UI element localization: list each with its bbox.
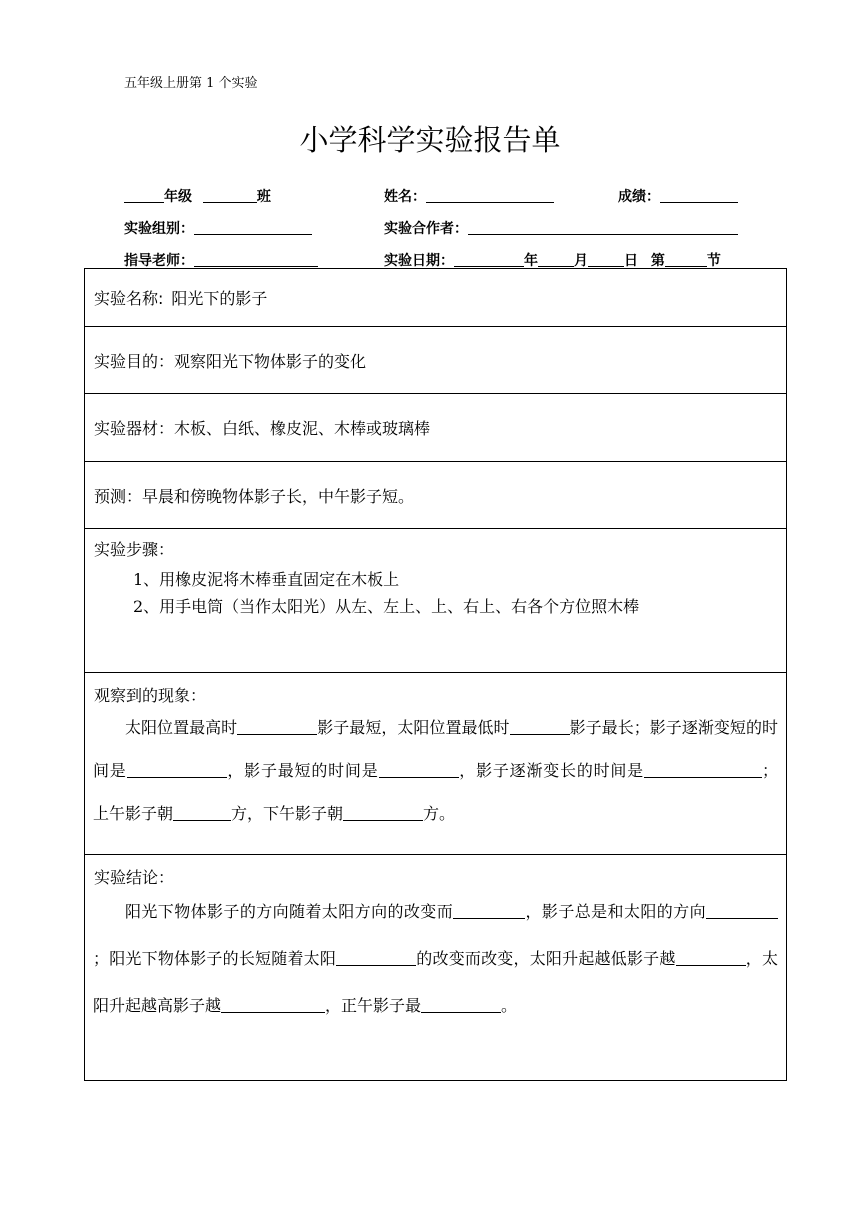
year-blank[interactable] bbox=[454, 252, 524, 267]
grade-class-line bbox=[124, 186, 271, 206]
report-table bbox=[84, 268, 787, 1081]
experiment-name-value: 阳光下的影子 bbox=[171, 289, 268, 308]
answer-blank[interactable] bbox=[237, 720, 317, 735]
row-materials bbox=[85, 394, 786, 462]
grade-label: 年级 bbox=[164, 189, 192, 205]
answer-blank[interactable] bbox=[127, 763, 227, 778]
observation-label: 观察到的现象： bbox=[94, 686, 207, 705]
answer-blank[interactable] bbox=[421, 998, 501, 1013]
answer-blank[interactable] bbox=[343, 806, 423, 821]
day-label: 日 bbox=[624, 253, 638, 269]
row-purpose bbox=[85, 327, 786, 394]
steps-label: 实验步骤： bbox=[94, 540, 175, 559]
grade-blank[interactable] bbox=[124, 188, 164, 203]
row-observation bbox=[85, 673, 786, 855]
class-blank[interactable] bbox=[203, 188, 257, 203]
prediction-value: 早晨和傍晚物体影子长，中午影子短。 bbox=[142, 486, 415, 506]
experiment-name-label: 实验名称: bbox=[94, 289, 164, 308]
step-item: 2、用手电筒（当作太阳光）从左、左上、上、右上、右各个方位照木棒 bbox=[133, 597, 640, 616]
conclusion-label: 实验结论： bbox=[94, 868, 175, 887]
purpose-value: 观察阳光下物体影子的变化 bbox=[174, 351, 367, 371]
materials-value: 木板、白纸、橡皮泥、木棒或玻璃棒 bbox=[174, 419, 431, 438]
name-line bbox=[384, 186, 554, 206]
answer-blank[interactable] bbox=[336, 951, 416, 966]
class-label: 班 bbox=[256, 189, 271, 205]
conclusion-text: 阳光下物体影子的方向随着太阳方向的改变而 ，影子总是和太阳的方向；阳光下物体影子的长短随着太阳 的改变而改变，太阳升起越低影子越 ，太阳升起越高影子越 ，正午影子最 。 bbox=[93, 902, 778, 1015]
name-blank[interactable] bbox=[426, 188, 554, 203]
partner-line bbox=[384, 218, 738, 238]
date-line bbox=[384, 250, 721, 270]
score-label: 成绩： bbox=[618, 189, 660, 205]
answer-blank[interactable] bbox=[676, 951, 746, 966]
group-blank[interactable] bbox=[194, 220, 312, 235]
group-label: 实验组别： bbox=[124, 221, 194, 237]
answer-blank[interactable] bbox=[510, 720, 570, 735]
date-label: 实验日期： bbox=[384, 253, 454, 269]
row-conclusion bbox=[85, 855, 786, 1080]
row-prediction bbox=[85, 462, 786, 529]
partner-label: 实验合作者： bbox=[384, 221, 468, 237]
period-blank[interactable] bbox=[665, 252, 707, 267]
teacher-label: 指导老师： bbox=[124, 253, 194, 269]
row-steps bbox=[85, 529, 786, 673]
month-blank[interactable] bbox=[538, 252, 574, 267]
teacher-blank[interactable] bbox=[194, 252, 318, 267]
observation-text: 太阳位置最高时 影子最短，太阳位置最低时 影子最长；影子逐渐变短的时间是 ，影子最短的时间是 ，影子逐渐变长的时间是 ； 上午影子朝 方，下午影子朝 方。 bbox=[93, 718, 778, 823]
answer-blank[interactable] bbox=[706, 904, 778, 919]
partner-blank[interactable] bbox=[468, 220, 738, 235]
materials-label: 实验器材： bbox=[94, 419, 175, 438]
answer-blank[interactable] bbox=[173, 806, 231, 821]
answer-blank[interactable] bbox=[221, 998, 325, 1013]
purpose-label: 实验目的： bbox=[94, 351, 175, 371]
answer-blank[interactable] bbox=[379, 763, 459, 778]
row-experiment-name bbox=[85, 269, 786, 327]
answer-blank[interactable] bbox=[453, 904, 525, 919]
score-line bbox=[618, 186, 738, 206]
month-label: 月 bbox=[574, 253, 588, 269]
group-line bbox=[124, 218, 312, 238]
period-prefix: 第 bbox=[650, 253, 665, 269]
year-label: 年 bbox=[524, 253, 538, 269]
step-item: 1、用橡皮泥将木棒垂直固定在木板上 bbox=[133, 570, 400, 589]
header-note: 五年级上册第 1 个实验 bbox=[124, 76, 258, 91]
teacher-line bbox=[124, 250, 318, 270]
page-title: 小学科学实验报告单 bbox=[299, 123, 561, 157]
day-blank[interactable] bbox=[588, 252, 624, 267]
answer-blank[interactable] bbox=[644, 763, 762, 778]
prediction-label: 预测： bbox=[94, 486, 143, 506]
period-label: 节 bbox=[706, 253, 721, 269]
name-label: 姓名： bbox=[384, 189, 426, 205]
score-blank[interactable] bbox=[660, 188, 738, 203]
